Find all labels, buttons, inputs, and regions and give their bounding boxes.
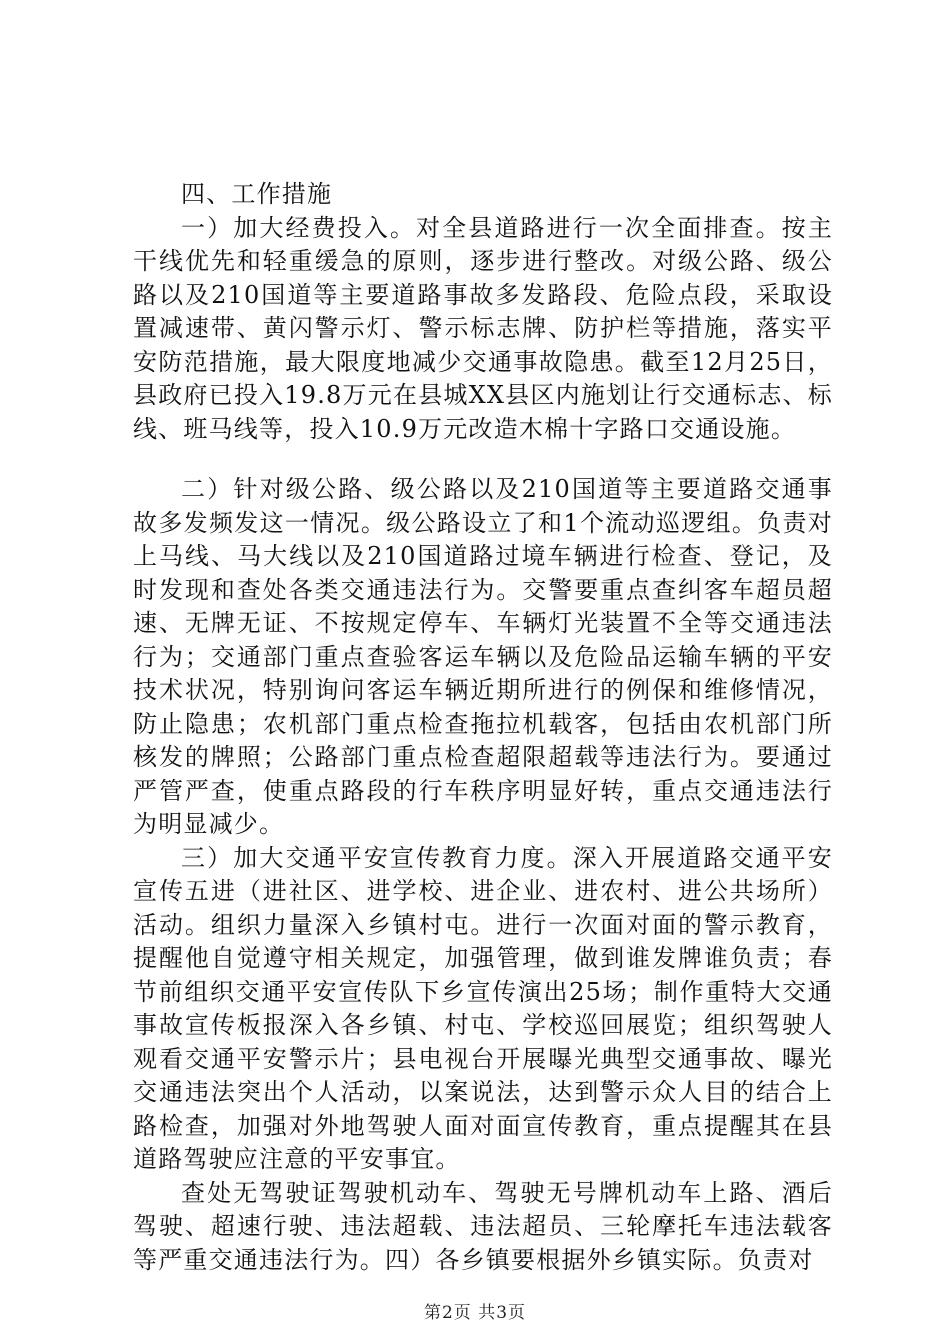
page-number-footer: 第2页 共3页 xyxy=(423,1303,527,1323)
paragraph-enforcement: 二）针对级公路、级公路以及210国道等主要道路交通事故多发频发这一情况。级公路设立了和1个流动巡逻组。负责对上马线、马大线以及210国道路过境车辆进行检查、登记，及时发现和查处各类交通违法行为。交警要重点查纠客车超员超速、无牌无证、不按规定停车、车辆灯光装置不全等交通违法行为；交通部门重点查验客运车辆以及危险品运输车辆的平安技术状况，特别询问客运车辆近期所进行的例保和维修情况，防止隐患；农机部门重点检查拖拉机载客，包括由农机部门所核发的牌照；公路部门重点检查超限超载等违法行为。要通过严管严查，使重点路段的行车秩序明显好转，重点交通违法行为明显减少。 xyxy=(133,475,833,838)
document-body xyxy=(133,178,833,1277)
paragraph-publicity: 三）加大交通平安宣传教育力度。深入开展道路交通平安宣传五进（进社区、进学校、进企业、进农村、进公共场所）活动。组织力量深入乡镇村屯。进行一次面对面的警示教育，提醒他自觉遵守相关规定，加强管理，做到谁发牌谁负责；春节前组织交通平安宣传队下乡宣传演出25场；制作重特大交通事故宣传板报深入各乡镇、村屯、学校巡回展览；组织驾驶人观看交通平安警示片；县电视台开展曝光典型交通事故、曝光交通违法突出个人活动，以案说法，达到警示众人目的结合上路检查，加强对外地驾驶人面对面宣传教育，重点提醒其在县道路驾驶应注意的平安事宜。 xyxy=(133,843,833,1173)
section-heading: 四、工作措施 xyxy=(181,180,333,208)
paragraph-funding: 一）加大经费投入。对全县道路进行一次全面排查。按主干线优先和轻重缓急的原则，逐步进行整改。对级公路、级公路以及210国道等主要道路事故多发路段、危险点段，采取设置减速带、黄闪警示灯、警示标志牌、防护栏等措施，落实平安防范措施，最大限度地减少交通事故隐患。截至12月25日，县政府已投入19.8万元在县城XX县区内施划让行交通标志、标线、班马线等，投入10.9万元改造木棉十字路口交通设施。 xyxy=(133,213,833,443)
paragraph-violations: 查处无驾驶证驾驶机动车、驾驶无号牌机动车上路、酒后驾驶、超速行驶、违法超载、违法超员、三轮摩托车违法载客等严重交通违法行为。四）各乡镇要根据外乡镇实际。负责对 xyxy=(133,1178,833,1274)
